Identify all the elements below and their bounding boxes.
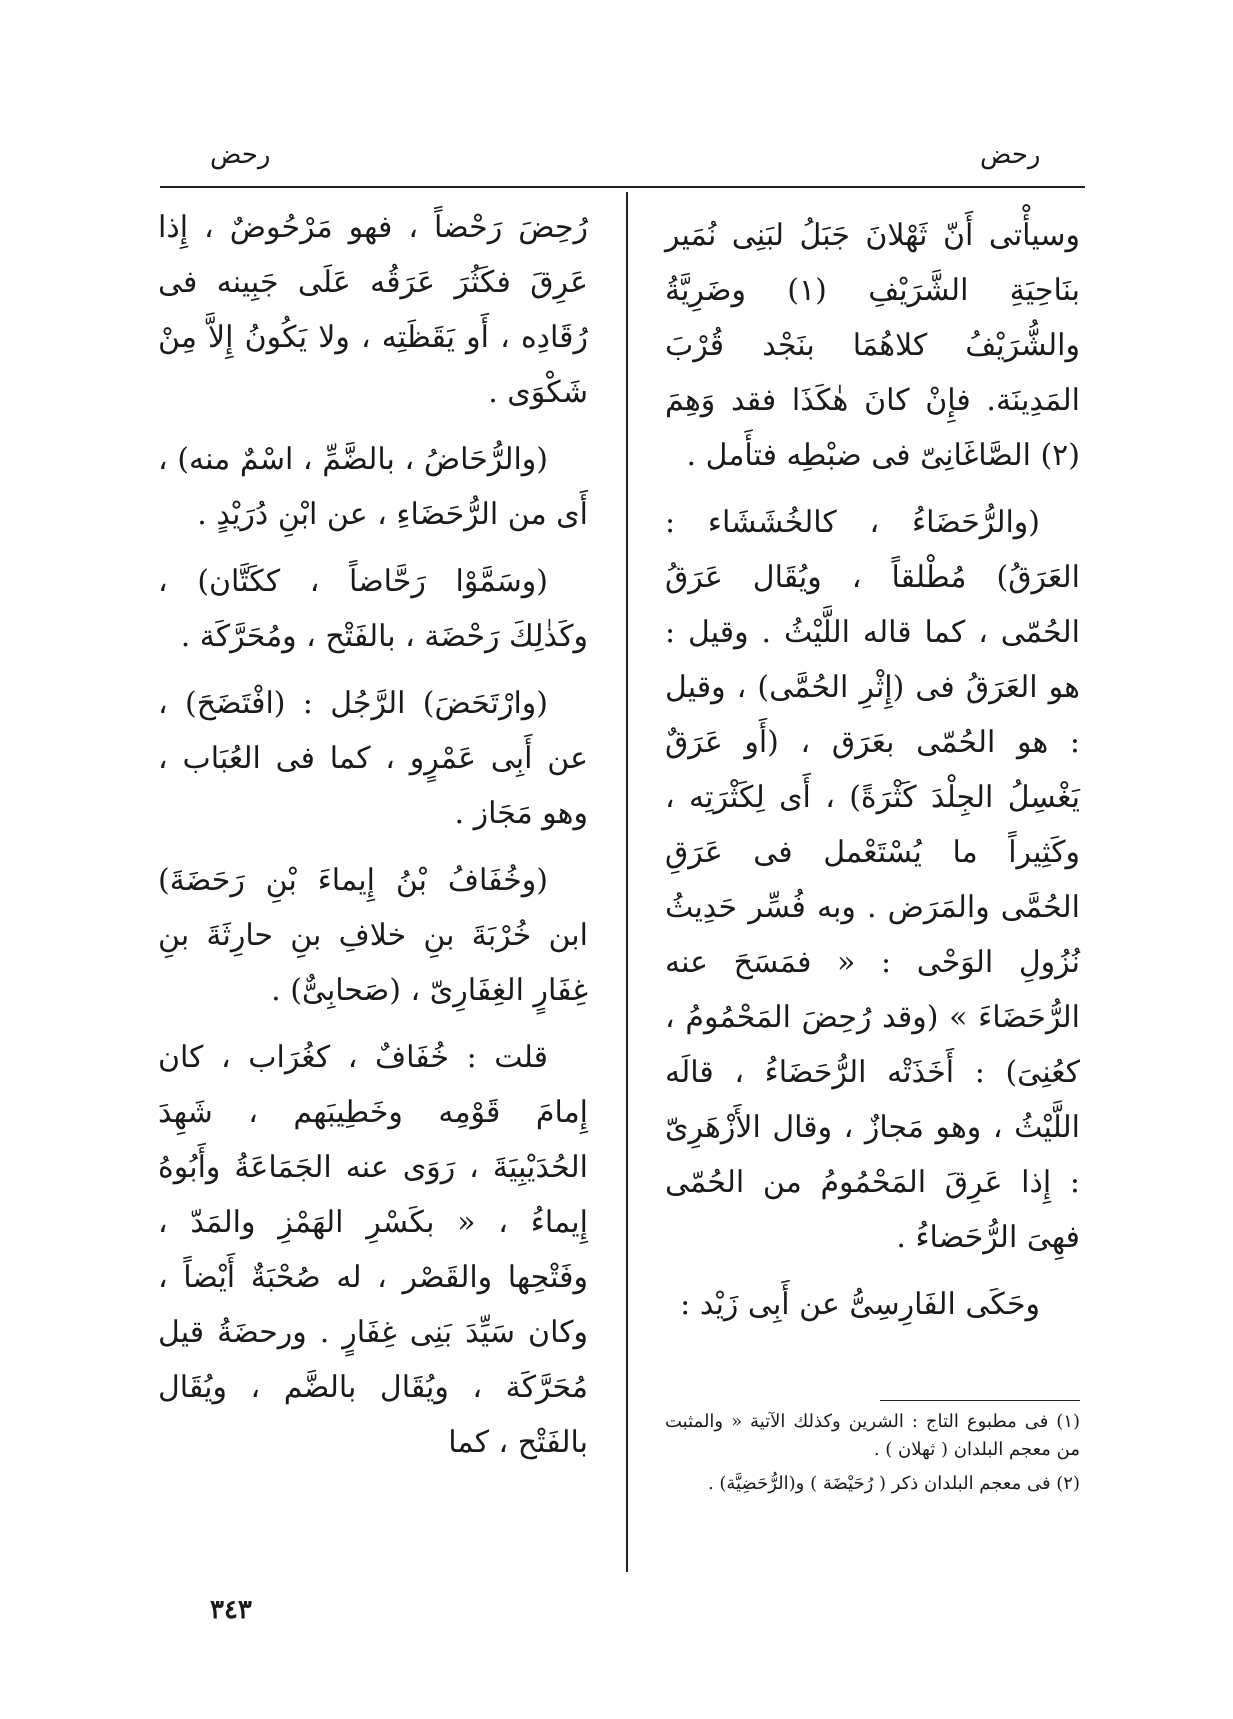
right-running-head: رحض bbox=[980, 140, 1041, 170]
footnote: (٢) فى معجم البلدان ذكر ( رُحَيْضَة ) و(الرُّحَضِيَّة) . bbox=[707, 1473, 1080, 1494]
paragraph: وسيأْتى أَنّ ثَهْلانَ جَبَلُ لبَنِى نُمَير بنَاحِيَةِ الشَّرَيْفِ (١) وضَرِيَّةُ والشُّرَيْفُ كلاهُمَا بنَجْد قُرْبَ المَدِينَة. فإِنْ كانَ هٰكَذَا فقد وَهِمَ (٢) الصَّاغَانِىّ فى ضبْطِه فتأَمل . bbox=[665, 218, 1080, 473]
right-column bbox=[665, 208, 1080, 1344]
paragraph: (وسَمَّوْا رَحَّاضاً ، ككَتَّان) ، وكَذٰلِكَ رَحْضَة ، بالفَتْح ، ومُحَرَّكَة . bbox=[158, 564, 588, 654]
left-column bbox=[158, 200, 588, 1482]
paragraph: (والرُّحَاضُ ، بالضَّمِّ ، اسْمٌ منه) ، أَى من الرُّحَضَاءِ ، عن ابْنِ دُرَيْدٍ . bbox=[158, 442, 588, 532]
page-number: ٣٤٣ bbox=[210, 1595, 252, 1625]
paragraph: (وارْتَحَضَ) الرَّجُل : (افْتَضَحَ) ، عن أَبِى عَمْرٍو ، كما فى العُبَاب ، وهو مَجَاز . bbox=[158, 686, 588, 831]
header-rule bbox=[160, 186, 1085, 188]
paragraph: قلت : خُفَافٌ ، كغُرَاب ، كان إِمامَ قَوْمِه وخَطِيبَهم ، شَهِدَ الحُدَيْبِيَةَ ، رَوَى عنه الجَمَاعَةُ وأَبُوهُ إِيماءُ ، « بكَسْرِ الهَمْزِ والمَدّ ، وفَتْحِها والقَصْر ، له صُحْبَةٌ أَيْضاً ، وكان سَيِّدَ بَنِى غِفَارٍ . ورحضَةُ قيل مُحَرَّكَة ، ويُقَال بالضَّم ، ويُقَال بالفَتْح ، كما bbox=[158, 1040, 588, 1460]
footnote-rule bbox=[880, 1400, 1080, 1401]
paragraph: (وخُفَافُ بْنُ إِيماءَ بْنِ رَحَضَةَ) ابن خُرْبَةَ بنِ خلافِ بنِ حارِثَةَ بنِ غِفَارٍ الغِفَارِىّ ، (صَحابِىٌّ) . bbox=[158, 863, 588, 1008]
paragraph: (والرُّحَضَاءُ ، كالخُشَشَاء : العَرَقُ) مُطْلقاً ، ويُقَال عَرَقُ الحُمّى ، كما قاله اللَّيْثُ . وقيل : هو العَرَقُ فى (إِثْرِ الحُمَّى) ، وقيل : هو الحُمّى بعَرَق ، (أَو عَرَقٌ يَغْسِلُ الجِلْدَ كَثْرَةً) ، أَى لِكَثْرَتِه ، وكَثِيراً ما يُسْتَعْمل فى عَرَقِ الحُمَّى والمَرَض . وبه فُسِّر حَدِيثُ نُزُولِ الوَحْى : « فمَسَحَ عنه الرُّحَضَاءَ » (وقد رُحِضَ المَحْمُومُ ، كعُنِىَ) : أَخَذَتْه الرُّحَضَاءُ ، قالَه اللَّيْثُ ، وهو مَجازٌ ، وقال الأَزْهَرِىّ : إِذا عَرِقَ المَحْمُومُ من الحُمّى فهِىَ الرُّحَضاءُ . bbox=[665, 505, 1080, 1255]
column-divider bbox=[626, 192, 628, 1572]
footnote: (١) فى مطبوع التاج : الشرين وكذلك الآتية « والمثبت من معجم البلدان ( ثهلان ) . bbox=[665, 1411, 1080, 1460]
paragraph: رُحِضَ رَحْضاً ، فهو مَرْحُوضٌ ، إِذا عَرِقَ فكَثُرَ عَرَقُه عَلَى جَبِينه فى رُقَادِه ، أَو يَقَظَتِه ، ولا يَكُونُ إِلاَّ مِنْ شَكْوَى . bbox=[158, 210, 588, 410]
paragraph: وحَكَى الفَارِسِىُّ عن أَبِى زَيْد : bbox=[680, 1287, 1040, 1322]
footnotes bbox=[665, 1408, 1080, 1504]
left-running-head: رحض bbox=[210, 140, 271, 170]
